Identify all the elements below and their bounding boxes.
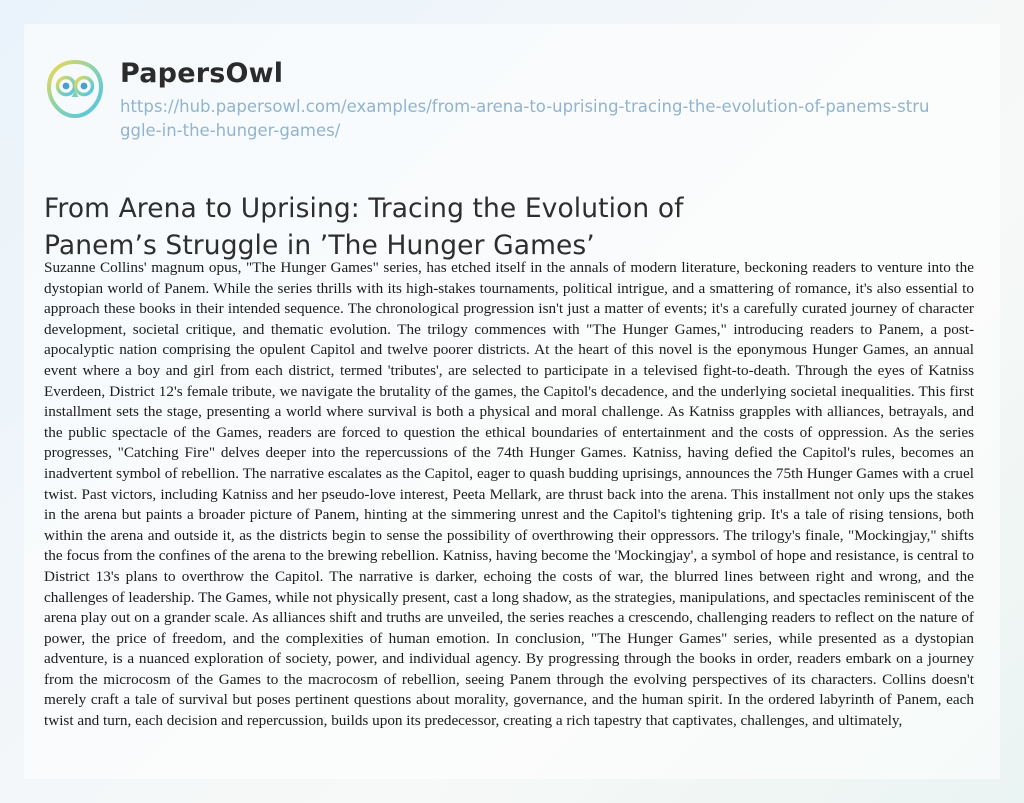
document-body-text: Suzanne Collins' magnum opus, "The Hunger Games" series, has etched itself in the annals of modern literature, beckoning readers to venture into the dystopian world of Panem. While the series thrills with its high-stakes tournaments, political intrigue, and a smattering of romance, it's also essential to approach these books in their intended sequence. The chronological progression isn't just a matter of events; it's a carefully curated journey of character development, societal critique, and thematic evolution. The trilogy commences with "The Hunger Games," introducing readers to Panem, a post-apocalyptic nation comprising the opulent Capitol and twelve poorer districts. At the heart of this novel is the eponymous Hunger Games, an annual event where a boy and girl from each district, termed 'tributes', are selected to participate in a televised fight-to-death. Through the eyes of Katniss Everdeen, District 12's female tribute, we navigate the brutality of the games, the Capitol's decadence, and the underlying societal inequalities. This first installment sets the stage, presenting a world where survival is both a physical and moral challenge. As Katniss grapples with alliances, betrayals, and the public spectacle of the Games, readers are forced to question the ethical boundaries of entertainment and the costs of oppression. As the series progresses, "Catching Fire" delves deeper into the repercussions of the 74th Hunger Games. Katniss, having defied the Capitol's rules, becomes an inadvertent symbol of rebellion. The narrative escalates as the Capitol, eager to quash budding uprisings, announces the 75th Hunger Games with a cruel twist. Past victors, including Katniss and her pseudo-love interest, Peeta Mellark, are thrust back into the arena. This installment not only ups the stakes in the arena but paints a broader picture of Panem, hinting at the simmering unrest and the Capitol's tightening grip. It's a tale of rising tensions, both within the arena and outside it, as the districts begin to sense the possibility of overthrowing their oppressors. The trilogy's finale, "Mockingjay," shifts the focus from the confines of the arena to the brewing rebellion. Katniss, having become the 'Mockingjay', a symbol of hope and resistance, is central to District 13's plans to overthrow the Capitol. The narrative is darker, echoing the costs of war, the blurred lines between right and wrong, and the challenges of leadership. The Games, while not physically present, cast a long shadow, as the strategies, manipulations, and spectacles reminiscent of the arena play out on a grander scale. As alliances shift and truths are unveiled, the series reaches a crescendo, challenging readers to reflect on the nature of power, the price of freedom, and the complexities of human emotion. In conclusion, "The Hunger Games" series, while presented as a dystopian adventure, is a nuanced exploration of society, power, and individual agency. By progressing through the books in order, readers embark on a journey from the microcosm of the Games to the macrocosm of rebellion, seeing Panem through the evolving perspectives of its characters. Collins doesn't merely craft a tale of survival but poses pertinent questions about morality, governance, and the human spirit. In the ordered labyrinth of Panem, each twist and turn, each decision and repercussion, builds upon its predecessor, creating a rich tapestry that captivates, challenges, and ultimately, [44, 259, 974, 730]
brand-name: PapersOwl [120, 58, 284, 89]
source-url[interactable]: https://hub.papersowl.com/examples/from-arena-to-uprising-tracing-the-evolution-of-panems-struggle-in-the-hunger-games/ [120, 97, 930, 140]
site-header [44, 52, 944, 148]
page-title: From Arena to Uprising: Tracing the Evolution of Panem’s Struggle in ’The Hunger Games’ [44, 192, 684, 262]
brand-block [120, 52, 930, 142]
owl-logo-icon [44, 58, 106, 120]
